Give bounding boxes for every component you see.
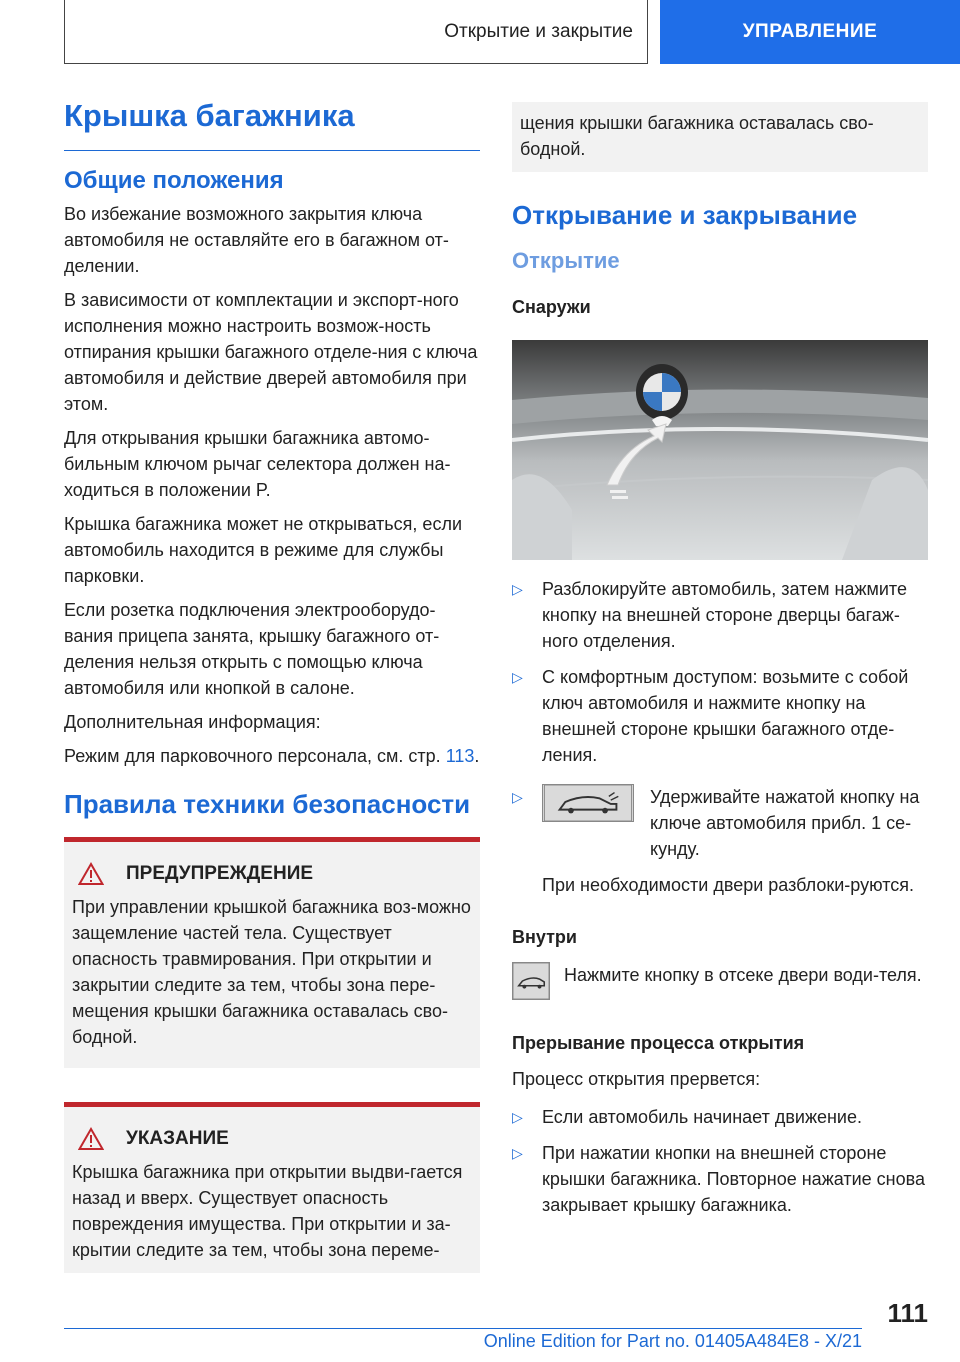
list-item xyxy=(512,664,928,768)
car-trunk-button-icon xyxy=(512,962,550,1000)
list-item xyxy=(512,576,928,654)
opening-heading: Открытие xyxy=(512,248,620,273)
inside-row xyxy=(512,962,928,1000)
key-bullet-text: Удерживайте нажатой кнопку на ключе автомобиля прибл. 1 се-кунду. xyxy=(650,787,920,859)
car-key-trunk-icon xyxy=(542,784,634,822)
paragraph: Если розетка подключения электрооборудо-вания прицепа занята, крышку багажного от-деления нельзя открыть с помощью ключа автомобиля или кнопкой в салоне. xyxy=(64,600,440,698)
edition-text: Online Edition for Part no. 01405A484E8 - X/21 xyxy=(483,1331,862,1351)
bullet-triangle-icon: ▷ xyxy=(512,1109,523,1125)
warning-box xyxy=(64,837,480,1068)
reference-end: . xyxy=(474,746,480,766)
list-item xyxy=(512,1104,928,1130)
footer xyxy=(64,1328,862,1352)
page-number: 111 xyxy=(887,1298,928,1328)
notice-text: Крышка багажника при открытии выдви-гается назад и вверх. Существует опасность повреждения имущества. При открытии и за-крытии следите за тем, чтобы зона переме- xyxy=(72,1162,463,1260)
left-column xyxy=(64,96,480,1273)
trunk-button-photo xyxy=(512,340,928,560)
page-title: Крышка багажника xyxy=(64,98,355,133)
bullet-triangle-icon: ▷ xyxy=(512,581,523,597)
header-section xyxy=(64,0,648,64)
notice-title-row xyxy=(72,1127,472,1151)
notice-box-continued xyxy=(512,102,928,172)
header-section-title: Открытие и закрытие xyxy=(444,20,633,42)
warning-title-row xyxy=(72,862,472,886)
bullet-text: Разблокируйте автомобиль, затем нажмите кнопку на внешней стороне дверцы багаж-ного отделения. xyxy=(542,579,907,651)
bullet-text: Если автомобиль начинает движение. xyxy=(542,1107,863,1127)
warning-text: При управлении крышкой багажника воз-можно защемление частей тела. Существует опасность травмирования. При открытии и закрытии следите за тем, чтобы зона пере-мещения крышки багажника оставалась сво-бодной. xyxy=(72,897,471,1047)
bullet-text: С комфортным доступом: возьмите с собой ключ автомобиля и нажмите кнопку на внешней стороне крышки багажного отде-ления. xyxy=(542,667,909,765)
warning-title: ПРЕДУПРЕЖДЕНИЕ xyxy=(126,863,314,884)
header-chapter xyxy=(660,0,960,64)
warning-triangle-icon xyxy=(78,1127,104,1151)
notice-title: УКАЗАНИЕ xyxy=(126,1128,229,1149)
reference-paragraph xyxy=(64,743,480,769)
inside-text: Нажмите кнопку в отсеке двери води-теля. xyxy=(564,965,922,985)
key-bullet xyxy=(542,784,928,906)
inside-heading: Внутри xyxy=(512,927,577,947)
warning-triangle-icon xyxy=(78,862,104,886)
paragraph: В зависимости от комплектации и экспорт-ного исполнения можно настроить возмож-ность отпирания крышки багажного отделе-ния с ключа автомобиля и действие дверей автомобиля при этом. xyxy=(64,290,478,414)
title-rule xyxy=(64,150,480,151)
page-link[interactable]: 113 xyxy=(445,746,475,766)
bullet-triangle-icon: ▷ xyxy=(512,1145,523,1161)
bullet-triangle-icon: ▷ xyxy=(512,669,523,685)
open-close-heading: Открывание и закрывание xyxy=(512,200,858,230)
outside-heading: Снаружи xyxy=(512,297,591,317)
safety-heading: Правила техники безопасности xyxy=(64,789,471,819)
header-chapter-title: УПРАВЛЕНИЕ xyxy=(742,21,878,42)
paragraph: Во избежание возможного закрытия ключа автомобиля не оставляйте его в багажном от-делении. xyxy=(64,204,449,276)
paragraph: Дополнительная информация: xyxy=(64,712,321,732)
general-heading: Общие положения xyxy=(64,167,284,194)
list-item xyxy=(512,1140,928,1218)
notice-box xyxy=(64,1102,480,1273)
right-column xyxy=(512,102,928,1228)
notice-continued-text: щения крышки багажника оставалась сво-бодной. xyxy=(520,113,874,159)
paragraph: Для открывания крышки багажника автомо-бильным ключом рычаг селектора должен на-ходиться в положении P. xyxy=(64,428,451,500)
bullet-triangle-icon: ▷ xyxy=(512,789,523,805)
interrupt-heading: Прерывание процесса открытия xyxy=(512,1033,805,1053)
reference-text: Режим для парковочного персонала, см. стр. xyxy=(64,746,441,766)
paragraph: Крышка багажника может не открываться, если автомобиль находится в режиме для службы парковки. xyxy=(64,514,462,586)
key-bullet-note: При необходимости двери разблоки-руются. xyxy=(542,875,914,895)
list-item xyxy=(512,784,928,906)
bullet-text: При нажатии кнопки на внешней стороне крышки багажника. Повторное нажатие снова закрывает крышку багажника. xyxy=(542,1143,925,1215)
interrupt-intro: Процесс открытия прервется: xyxy=(512,1069,761,1089)
